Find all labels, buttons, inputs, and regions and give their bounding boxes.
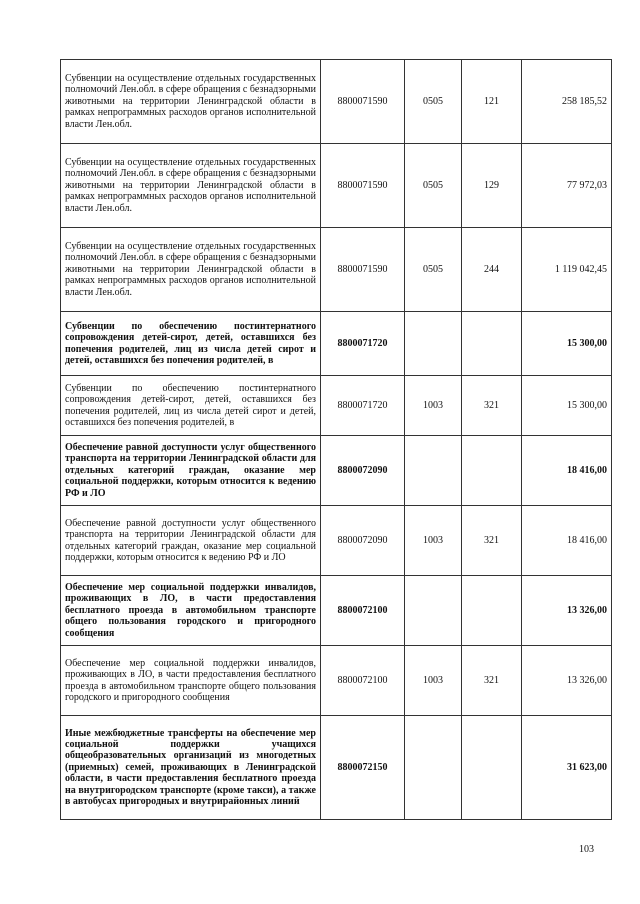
amount: 15 300,00 bbox=[522, 376, 612, 436]
row-description: Иные межбюджетные трансферты на обеспечение мер социальной поддержки учащихся общеобразовательных организаций из многодетных (приемных) семей, проживающих в Ленинградской области, в части предоставления бесплатного проезда на внутригородском транспорте (кроме такси), а также в автобусах пригородных и внутрирайонных линий bbox=[61, 716, 321, 820]
target-code: 8800071590 bbox=[321, 228, 405, 312]
page-number: 103 bbox=[579, 844, 594, 855]
target-code: 8800071590 bbox=[321, 60, 405, 144]
table-row bbox=[61, 716, 612, 820]
expense-kind bbox=[462, 436, 522, 506]
section-code: 0505 bbox=[405, 144, 462, 228]
target-code: 8800072150 bbox=[321, 716, 405, 820]
row-description: Обеспечение равной доступности услуг общественного транспорта на территории Ленинградской области для отдельных категорий граждан, оказание мер социальной поддержки, которым относится к ведению РФ и ЛО bbox=[61, 436, 321, 506]
expense-kind bbox=[462, 312, 522, 376]
row-description: Субвенции на осуществление отдельных государственных полномочий Лен.обл. в сфере обращения с безнадзорными животными на территории Ленинградской области в рамках непрограммных расходов органов исполнительной власти Лен.обл. bbox=[61, 144, 321, 228]
section-code bbox=[405, 716, 462, 820]
row-description: Обеспечение равной доступности услуг общественного транспорта на территории Ленинградской области для отдельных категорий граждан, оказание мер социальной поддержки, которым относится к ведению РФ и ЛО bbox=[61, 506, 321, 576]
target-code: 8800071720 bbox=[321, 376, 405, 436]
expense-kind: 244 bbox=[462, 228, 522, 312]
section-code: 1003 bbox=[405, 506, 462, 576]
table-body bbox=[61, 60, 612, 820]
row-description: Субвенции на осуществление отдельных государственных полномочий Лен.обл. в сфере обращения с безнадзорными животными на территории Ленинградской области в рамках непрограммных расходов органов исполнительной власти Лен.обл. bbox=[61, 60, 321, 144]
target-code: 8800071590 bbox=[321, 144, 405, 228]
table-row bbox=[61, 646, 612, 716]
table-row bbox=[61, 436, 612, 506]
table-row bbox=[61, 228, 612, 312]
section-code: 0505 bbox=[405, 60, 462, 144]
target-code: 8800071720 bbox=[321, 312, 405, 376]
row-description: Субвенции по обеспечению постинтернатного сопровождения детей-сирот, детей, оставшихся без попечения родителей, лиц из числа детей сирот и детей, оставшихся без попечения родителей, в bbox=[61, 312, 321, 376]
target-code: 8800072090 bbox=[321, 436, 405, 506]
table-row bbox=[61, 506, 612, 576]
expense-kind: 321 bbox=[462, 646, 522, 716]
expense-kind bbox=[462, 576, 522, 646]
amount: 18 416,00 bbox=[522, 506, 612, 576]
section-code: 1003 bbox=[405, 376, 462, 436]
table-row bbox=[61, 144, 612, 228]
section-code: 1003 bbox=[405, 646, 462, 716]
amount: 13 326,00 bbox=[522, 646, 612, 716]
row-description: Обеспечение мер социальной поддержки инвалидов, проживающих в ЛО, в части предоставления бесплатного проезда в автомобильном транспорте общего пользования городского и пригородного сообщения bbox=[61, 576, 321, 646]
section-code bbox=[405, 576, 462, 646]
expense-kind: 321 bbox=[462, 376, 522, 436]
section-code: 0505 bbox=[405, 228, 462, 312]
table-row bbox=[61, 576, 612, 646]
amount: 1 119 042,45 bbox=[522, 228, 612, 312]
expense-kind bbox=[462, 716, 522, 820]
row-description: Субвенции на осуществление отдельных государственных полномочий Лен.обл. в сфере обращения с безнадзорными животными на территории Ленинградской области в рамках непрограммных расходов органов исполнительной власти Лен.обл. bbox=[61, 228, 321, 312]
amount: 15 300,00 bbox=[522, 312, 612, 376]
table-row bbox=[61, 60, 612, 144]
amount: 18 416,00 bbox=[522, 436, 612, 506]
table-row bbox=[61, 312, 612, 376]
target-code: 8800072090 bbox=[321, 506, 405, 576]
row-description: Субвенции по обеспечению постинтернатного сопровождения детей-сирот, детей, оставшихся без попечения родителей, лиц из числа детей сирот и детей, оставшихся без попечения родителей, в bbox=[61, 376, 321, 436]
section-code bbox=[405, 436, 462, 506]
amount: 77 972,03 bbox=[522, 144, 612, 228]
expense-kind: 129 bbox=[462, 144, 522, 228]
budget-table bbox=[60, 59, 612, 820]
section-code bbox=[405, 312, 462, 376]
row-description: Обеспечение мер социальной поддержки инвалидов, проживающих в ЛО, в части предоставления бесплатного проезда в автомобильном транспорте общего пользования городского и пригородного сообщения bbox=[61, 646, 321, 716]
table-row bbox=[61, 376, 612, 436]
amount: 31 623,00 bbox=[522, 716, 612, 820]
amount: 13 326,00 bbox=[522, 576, 612, 646]
target-code: 8800072100 bbox=[321, 576, 405, 646]
expense-kind: 321 bbox=[462, 506, 522, 576]
target-code: 8800072100 bbox=[321, 646, 405, 716]
expense-kind: 121 bbox=[462, 60, 522, 144]
amount: 258 185,52 bbox=[522, 60, 612, 144]
